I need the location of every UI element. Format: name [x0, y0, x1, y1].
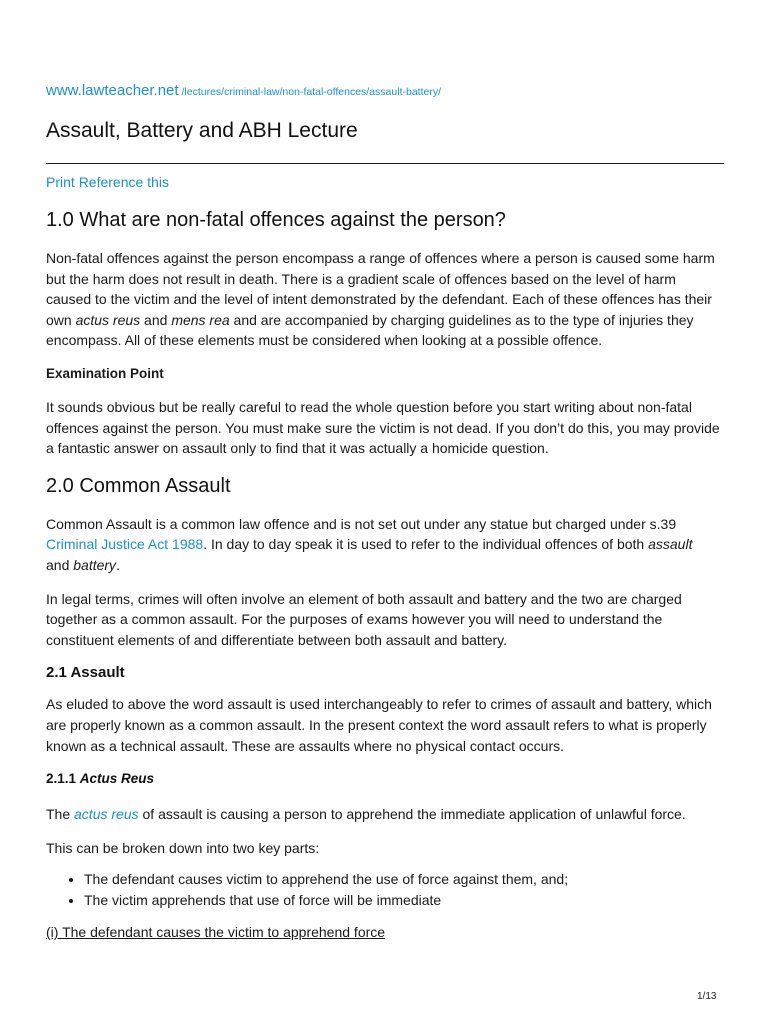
subsection-heading-2-1: 2.1 Assault — [46, 664, 125, 682]
heading-term: Actus Reus — [79, 771, 155, 787]
subheading-underlined: (i) The defendant causes the victim to apprehend force — [46, 924, 386, 941]
examination-point-label: Examination Point — [46, 365, 164, 381]
article-body — [46, 206, 724, 942]
text: and — [46, 556, 74, 573]
section-heading-1: 1.0 What are non-fatal offences against the person? — [46, 209, 506, 231]
key-parts-list — [46, 869, 724, 911]
url-path[interactable]: /lectures/criminal-law/non-fatal-offences/assault-battery/ — [178, 86, 441, 98]
italic-term: battery — [73, 556, 117, 573]
action-links — [46, 174, 169, 190]
page-number: 1/13 — [697, 991, 717, 1002]
text: Common Assault is a common law offence and is not set out under any statue but charged under s.39 — [46, 515, 677, 532]
text: and are accompanied by charging guidelines as to the type of injuries they encompass. All of these elements must be considered when looking at a possible offence. — [46, 311, 694, 349]
paragraph-breakdown: This can be broken down into two key parts: — [46, 839, 320, 856]
page-title: Assault, Battery and ABH Lecture — [46, 119, 358, 142]
list-item: • The victim apprehends that use of force will be immediate — [84, 890, 724, 911]
print-link[interactable]: Print — [46, 174, 75, 190]
section-heading-2: 2.0 Common Assault — [46, 474, 231, 497]
paragraph-assault: As eluded to above the word assault is used interchangeably to refer to crimes of assault and battery, which are properly known as a common assault. In the present context the word assault refers to what is properly known as a technical assault. These are assaults where no physical contact occurs. — [46, 696, 712, 754]
paragraph-legal-terms: In legal terms, crimes will often involve an element of both assault and battery and the two are charged together as a common assault. For the purposes of exams however you will need to understand the constituent elements of and differentiate between both assault and battery. — [46, 590, 682, 648]
reference-link[interactable]: Reference this — [78, 174, 169, 190]
italic-term: assault — [648, 536, 693, 553]
actus-reus-link[interactable]: actus reus — [74, 806, 139, 823]
heading-number: 2.1.1 — [46, 771, 80, 787]
paragraph-common-assault — [46, 514, 724, 576]
text: The — [46, 806, 75, 823]
list-item: • The defendant causes victim to apprehend the use of force against them, and; — [84, 869, 724, 890]
paragraph-intro — [46, 248, 724, 351]
source-url[interactable] — [46, 82, 441, 100]
title-divider — [46, 163, 724, 164]
text: . In day to day speak it is used to refer to the individual offences of both — [203, 536, 649, 553]
act-link[interactable]: Criminal Justice Act 1988 — [46, 536, 204, 553]
text: of assault is causing a person to apprehend the immediate application of unlawful force. — [138, 806, 686, 823]
site-link[interactable]: www.lawteacher.net — [46, 82, 179, 99]
paragraph-actus-reus — [46, 804, 724, 825]
text: Non-fatal offences against the person encompass a range of offences where a person is caused some harm but the harm does not result in death. There is a gradient scale of offences based on the level of harm caused to the victim and the level of intent demonstrated by the defendant. Each of these offences has their own — [46, 250, 715, 328]
subsubsection-heading-2-1-1 — [46, 769, 724, 789]
italic-term: actus reus — [75, 311, 141, 328]
text: and — [140, 311, 172, 328]
italic-term: mens rea — [171, 311, 230, 328]
text: . — [116, 556, 120, 573]
paragraph-exam: It sounds obvious but be really careful to read the whole question before you start writing about non-fatal offences against the person. You must make sure the victim is not dead. If you don’t do this, you may provide a fantastic answer on assault only to find that it was actually a homicide question. — [46, 398, 720, 457]
